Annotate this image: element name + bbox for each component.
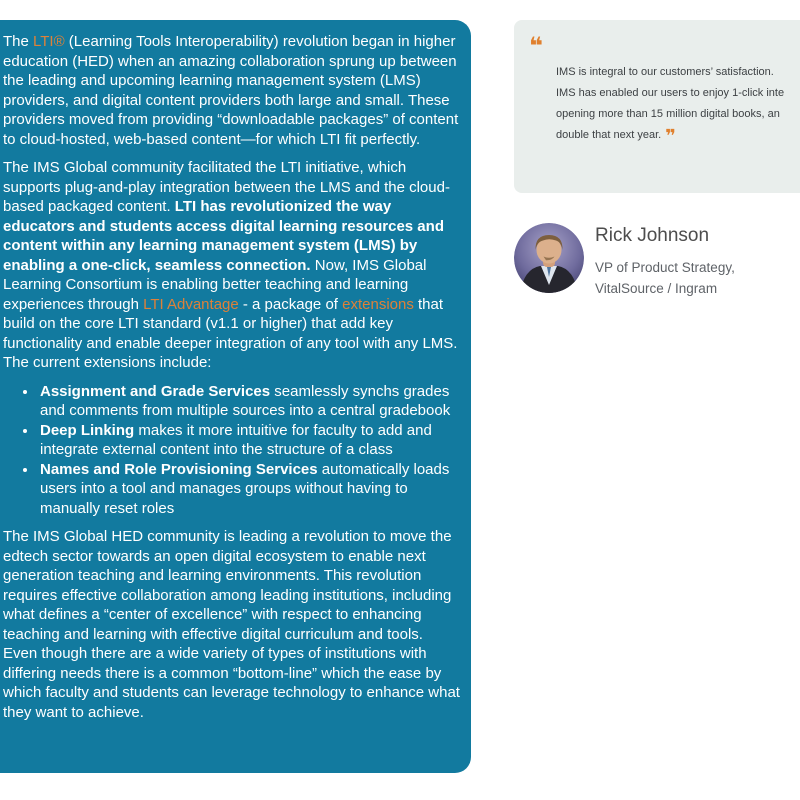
- article-paragraph-3: [3, 527, 460, 722]
- avatar-photo: [514, 223, 584, 293]
- bold-text: LTI has revolutionized the way educators and students access digital learning resources and content within any learning management system (LMS) by enabling a one-click, seamless connection.: [3, 198, 444, 274]
- text-segment: (Learning Tools Interoperability) revolution began in higher education (HED) when an amazing collaboration sprung up between the leading and upcoming learning management system (LMS) providers, and digital content providers both large and small. These providers moved from providing “downloadable packages” of content to cloud-hosted, web-based content—for which LTI fit perfectly.: [3, 33, 459, 148]
- bold-text: Deep Linking: [40, 421, 135, 439]
- author-title-line1: VP of Product Strategy,: [595, 260, 735, 275]
- quote-text: [556, 62, 800, 146]
- testimonial-card: [514, 20, 800, 193]
- article-paragraph-2: [3, 158, 460, 373]
- bold-text: Names and Role Provisioning Services: [40, 460, 318, 478]
- text-segment: IMS has enabled our users to enjoy 1-click inte: [556, 87, 785, 99]
- bold-text: Assignment and Grade Services: [40, 382, 271, 400]
- quote-line: [556, 125, 800, 146]
- article-card: [0, 20, 471, 773]
- text-segment: seamlessly synchs grades and comments from multiple sources into a central gradebook: [40, 382, 451, 419]
- author-name: Rick Johnson: [595, 225, 710, 246]
- quote-line: [556, 83, 800, 104]
- text-segment: makes it more intuitive for faculty to add and integrate external content into the structure of a class: [40, 421, 432, 458]
- inline-link[interactable]: LTI Advantage: [143, 295, 239, 313]
- quote-line: [556, 104, 800, 125]
- text-segment: double that next year.: [556, 129, 662, 141]
- extensions-list: [3, 382, 460, 519]
- open-quote-icon: ❝: [529, 32, 544, 60]
- avatar: [514, 223, 584, 293]
- list-item-assignment-grade-services: [38, 382, 460, 421]
- quote-line: [556, 62, 800, 83]
- inline-link[interactable]: LTI®: [33, 33, 65, 50]
- inline-link[interactable]: extensions: [342, 295, 414, 313]
- text-segment: Now, IMS Global Learning Consortium is enabling better teaching and learning experiences through: [3, 256, 427, 313]
- list-item-names-role-provisioning: [38, 460, 460, 519]
- text-segment: automatically loads users into a tool and manages groups without having to manually reset roles: [40, 460, 450, 517]
- author-title-line2: VitalSource / Ingram: [595, 281, 718, 296]
- author-info: [595, 223, 735, 299]
- text-segment: IMS is integral to our customers’ satisfaction.: [556, 66, 774, 78]
- close-quote-icon: ❞: [665, 126, 676, 147]
- text-segment: The: [3, 33, 34, 50]
- text-segment: that build on the core LTI standard (v1.1 or higher) that add key functionality and enable deeper integration of any tool with any LMS. The current extensions include:: [3, 295, 458, 371]
- text-segment: - a package of: [238, 295, 343, 313]
- author-block: [514, 223, 735, 299]
- article-paragraph-1: [3, 32, 460, 149]
- text-segment: The IMS Global HED community is leading a revolution to move the edtech sector towards an open digital ecosystem to enable next generation teaching and learning environments. This revolution requires effective collaboration among leading institutions, including what defines a “center of excellence” with respect to enhancing teaching and learning with effective digital curriculum and tools. Even though there are a wide variety of types of institutions with differing needs there is a common “bottom-line” which the ease by which faculty and students can leverage technology to enhance what they want to achieve.: [3, 528, 460, 721]
- text-segment: opening more than 15 million digital books, an: [556, 108, 780, 120]
- list-item-deep-linking: [38, 421, 460, 460]
- text-segment: The IMS Global community facilitated the LTI initiative, which supports plug-and-play integration between the LMS and the cloud-based packaged content.: [3, 159, 450, 215]
